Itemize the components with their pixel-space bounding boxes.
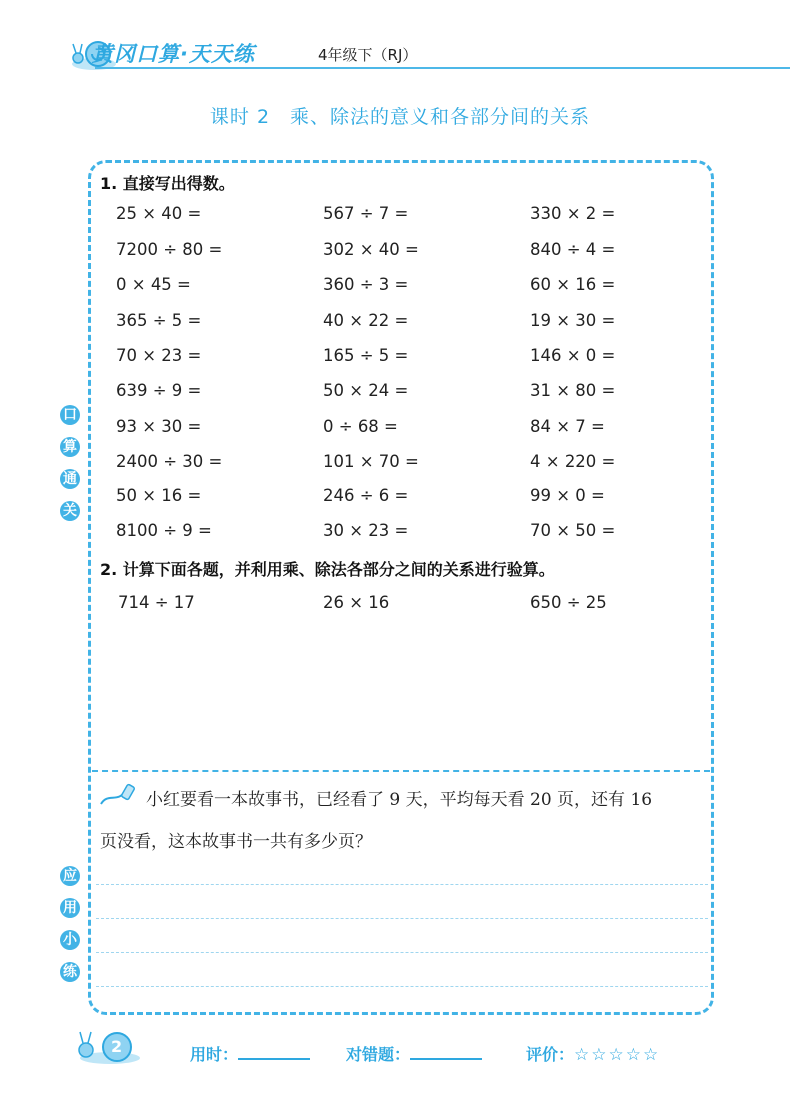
expression: 0 × 45 =: [116, 275, 191, 294]
expression: 4 × 220 =: [530, 452, 616, 471]
expression: 31 × 80 =: [530, 381, 616, 400]
expression: 60 × 16 =: [530, 275, 616, 294]
grade-label: 4年级下（RJ）: [318, 46, 418, 64]
side-tab-char: 算: [60, 437, 80, 457]
verification-problem: 26 × 16: [323, 593, 390, 612]
pencil-icon: [98, 782, 138, 808]
section2-title: 2. 计算下面各题，并利用乘、除法各部分之间的关系进行验算。: [100, 560, 555, 579]
time-blank: [238, 1044, 310, 1060]
expression: 40 × 22 =: [323, 311, 409, 330]
expression: 93 × 30 =: [116, 417, 202, 436]
expression: 165 ÷ 5 =: [323, 346, 409, 365]
lesson-title: 课时 2 乘、除法的意义和各部分间的关系: [209, 106, 591, 128]
expression: 84 × 7 =: [530, 417, 605, 436]
expression: 70 × 50 =: [530, 521, 616, 540]
expression: 50 × 24 =: [323, 381, 409, 400]
expression: 2400 ÷ 30 =: [116, 452, 223, 471]
brand-title: 黄冈口算·天天练: [92, 42, 255, 66]
expression: 330 × 2 =: [530, 204, 616, 223]
expression: 30 × 23 =: [323, 521, 409, 540]
expression: 50 × 16 =: [116, 486, 202, 505]
snail-page-icon: [72, 1020, 142, 1066]
verification-problem: 714 ÷ 17: [118, 593, 195, 612]
rating-field: [526, 1042, 660, 1065]
word-problem-line2: 页没看，这本故事书一共有多少页？: [100, 832, 372, 852]
answer-line: [96, 952, 708, 953]
expression: 99 × 0 =: [530, 486, 605, 505]
answer-line: [96, 884, 708, 885]
time-field: [190, 1042, 310, 1065]
errors-field: [346, 1042, 482, 1065]
expression: 101 × 70 =: [323, 452, 419, 471]
answer-line: [96, 918, 708, 919]
errors-blank: [410, 1044, 482, 1060]
side-tab-char: 练: [60, 962, 80, 982]
page-number: 2: [111, 1037, 123, 1056]
expression: 639 ÷ 9 =: [116, 381, 202, 400]
expression: 840 ÷ 4 =: [530, 240, 616, 259]
expression: 25 × 40 =: [116, 204, 202, 223]
word-problem-line1: 小红要看一本故事书，已经看了 9 天，平均每天看 20 页，还有 16: [146, 790, 653, 810]
expression: 302 × 40 =: [323, 240, 419, 259]
expression: 70 × 23 =: [116, 346, 202, 365]
expression: 146 × 0 =: [530, 346, 616, 365]
side-tab-char: 口: [60, 405, 80, 425]
expression: 0 ÷ 68 =: [323, 417, 398, 436]
side-tab-char: 通: [60, 469, 80, 489]
expression: 8100 ÷ 9 =: [116, 521, 212, 540]
expression: 7200 ÷ 80 =: [116, 240, 223, 259]
side-tab-char: 小: [60, 930, 80, 950]
errors-label: 对错题：: [346, 1045, 411, 1064]
expression: 19 × 30 =: [530, 311, 616, 330]
section-divider: [92, 770, 710, 772]
side-tab-char: 关: [60, 501, 80, 521]
expression: 567 ÷ 7 =: [323, 204, 409, 223]
rating-stars: ☆☆☆☆☆: [574, 1045, 661, 1065]
rating-label: 评价：: [526, 1045, 575, 1064]
side-tab-char: 用: [60, 898, 80, 918]
side-tab-char: 应: [60, 866, 80, 886]
verification-problem: 650 ÷ 25: [530, 593, 607, 612]
section1-title: 1. 直接写出得数。: [100, 174, 235, 193]
time-label: 用时：: [190, 1045, 239, 1064]
answer-line: [96, 986, 708, 987]
expression: 365 ÷ 5 =: [116, 311, 202, 330]
header-rule: [95, 67, 790, 69]
expression: 246 ÷ 6 =: [323, 486, 409, 505]
expression: 360 ÷ 3 =: [323, 275, 409, 294]
